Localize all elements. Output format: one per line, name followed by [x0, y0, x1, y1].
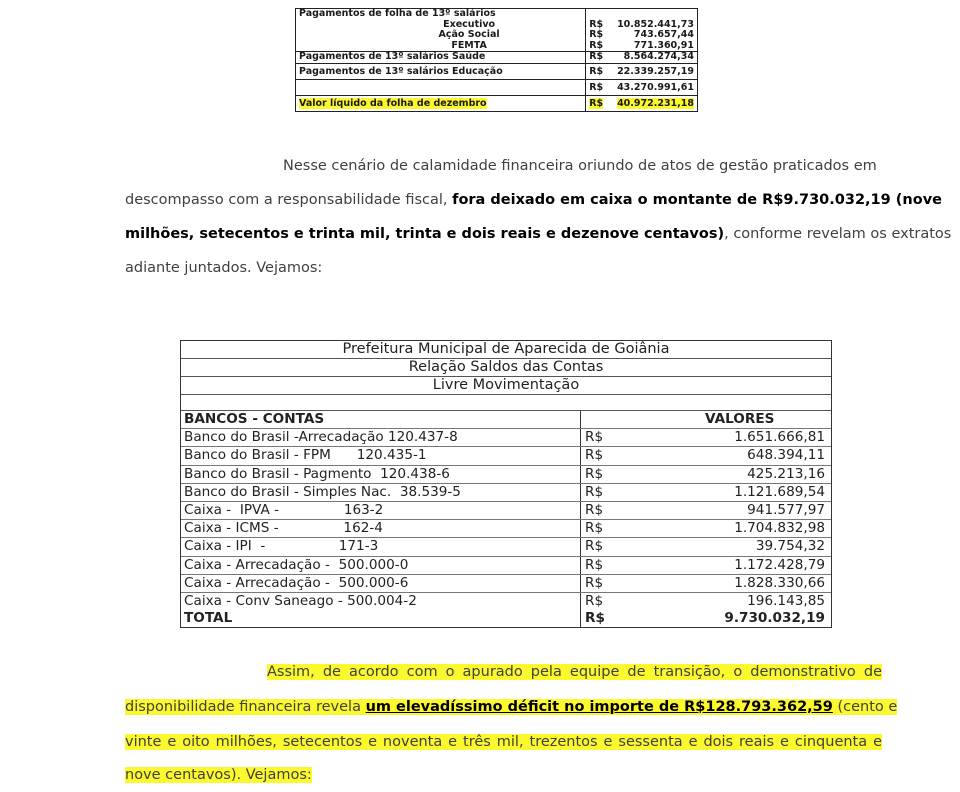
- payroll-summary-table: [295, 8, 698, 112]
- currency-symbol: R$: [585, 483, 604, 500]
- account-name: Caixa - IPVA - 163-2: [181, 502, 581, 519]
- row-amount: 743.657,44: [633, 29, 694, 40]
- table-subtitle: Livre Movimentação: [181, 377, 831, 395]
- table-row: [181, 520, 831, 538]
- currency-symbol: R$: [585, 447, 604, 464]
- text-line: Assim, de acordo com o apurado pela equipe de transição, o demonstrativo de: [267, 664, 882, 680]
- balance-value: 648.394,11: [747, 447, 825, 464]
- currency-symbol: R$: [585, 538, 604, 555]
- row-amount: 22.339.257,19: [614, 63, 697, 79]
- row-currency: R$: [589, 97, 604, 109]
- text-line: vinte e oito milhões, setecentos e noventa e três mil, trezentos e sessenta e dois reais e cinquenta e: [125, 734, 882, 750]
- text-line: milhões, setecentos e trinta mil, trinta e dois reais e dezenove centavos), conforme revelam os extratos: [125, 226, 952, 242]
- table-row: [181, 593, 831, 610]
- row-label: Valor líquido da folha de dezembro: [299, 97, 487, 109]
- table-row: [181, 447, 831, 465]
- text-line: Nesse cenário de calamidade financeira oriundo de atos de gestão praticados em: [283, 158, 877, 174]
- total-label: TOTAL: [181, 610, 581, 627]
- account-name: Caixa - Arrecadação - 500.000-6: [181, 575, 581, 592]
- currency-symbol: R$: [585, 429, 604, 446]
- row-currency: R$: [586, 63, 614, 79]
- row-currency: R$: [586, 79, 614, 95]
- currency-symbol: R$: [585, 592, 604, 609]
- account-name: Caixa - Arrecadação - 500.000-0: [181, 557, 581, 574]
- row-currency: R$: [589, 18, 604, 30]
- balance-value: 1.828.330,66: [734, 574, 825, 591]
- table-row: [296, 95, 698, 111]
- row-amount: 771.360,91: [633, 39, 694, 51]
- text-line: nove centavos). Vejamos:: [125, 767, 312, 783]
- row-currency: R$: [586, 52, 614, 64]
- account-name: Caixa - ICMS - 162-4: [181, 520, 581, 537]
- currency-symbol: R$: [585, 501, 604, 518]
- table-row: [296, 9, 698, 20]
- table-row: [296, 79, 698, 95]
- text-line: descompasso com a responsabilidade fiscal, fora deixado em caixa o montante de R$9.730.032,19 (nove: [125, 192, 942, 208]
- account-name: Caixa - IPI - 171-3: [181, 538, 581, 555]
- row-amount: 40.972.231,18: [617, 97, 694, 109]
- column-header-values: VALORES: [705, 411, 775, 427]
- table-row: [181, 484, 831, 502]
- column-header-accounts: BANCOS - CONTAS: [181, 411, 581, 428]
- account-name: Banco do Brasil - Simples Nac. 38.539-5: [181, 484, 581, 501]
- total-currency: R$: [585, 610, 605, 627]
- row-label: Pagamentos de folha de 13º salários: [296, 9, 586, 20]
- currency-symbol: R$: [585, 574, 604, 591]
- balance-value: 425.213,16: [747, 465, 825, 482]
- account-name: Banco do Brasil - Pagmento 120.438-6: [181, 466, 581, 483]
- row-label: Pagamentos de 13º salários Saúde: [296, 52, 586, 64]
- row-label: [296, 79, 586, 95]
- table-subtitle: Relação Saldos das Contas: [181, 359, 831, 377]
- balance-value: 941.577,97: [747, 501, 825, 518]
- table-header-row: [181, 411, 831, 429]
- balance-value: 1.651.666,81: [734, 429, 825, 446]
- table-row: [296, 63, 698, 79]
- currency-symbol: R$: [585, 465, 604, 482]
- balance-value: 196.143,85: [747, 592, 825, 609]
- bold-amount-text: fora deixado em caixa o montante de R$9.730.032,19 (nove: [452, 192, 942, 208]
- table-row: [296, 30, 698, 41]
- balance-value: 39.754,32: [755, 538, 825, 555]
- row-label: Ação Social: [296, 30, 586, 41]
- bold-amount-text: milhões, setecentos e trinta mil, trinta e dois reais e dezenove centavos): [125, 226, 725, 242]
- account-name: Banco do Brasil - FPM 120.435-1: [181, 447, 581, 464]
- balance-value: 1.121.689,54: [734, 483, 825, 500]
- balance-value: 1.172.428,79: [734, 556, 825, 573]
- account-balances-table: [180, 340, 832, 628]
- text-line: disponibilidade financeira revela um elevadíssimo déficit no importe de R$128.793.362,59 (cento e: [125, 699, 898, 715]
- row-currency: R$: [589, 29, 604, 40]
- table-row: [181, 466, 831, 484]
- table-row: [181, 502, 831, 520]
- row-amount: 8.564.274,34: [614, 52, 697, 64]
- bold-deficit-text: um elevadíssimo déficit no importe de R$128.793.362,59: [365, 699, 833, 715]
- table-row: [181, 575, 831, 593]
- table-row: [296, 41, 698, 52]
- table-row: [181, 429, 831, 447]
- total-value: 9.730.032,19: [724, 610, 825, 627]
- row-label: Pagamentos de 13º salários Educação: [296, 63, 586, 79]
- table-row: [181, 538, 831, 556]
- balance-value: 1.704.832,98: [734, 520, 825, 537]
- account-name: Caixa - Conv Saneago - 500.004-2: [181, 593, 581, 610]
- table-title: Prefeitura Municipal de Aparecida de Goiânia: [181, 341, 831, 359]
- row-label: FEMTA: [296, 41, 586, 52]
- table-row: [296, 52, 698, 64]
- row-label: Executivo: [296, 20, 586, 31]
- row-amount: 43.270.991,61: [614, 79, 697, 95]
- row-amount: 10.852.441,73: [617, 18, 694, 30]
- currency-symbol: R$: [585, 520, 604, 537]
- text-line: adiante juntados. Vejamos:: [125, 260, 323, 276]
- currency-symbol: R$: [585, 556, 604, 573]
- total-row: [181, 610, 831, 627]
- row-currency: R$: [589, 39, 604, 51]
- account-name: Banco do Brasil -Arrecadação 120.437-8: [181, 429, 581, 446]
- table-row: [181, 557, 831, 575]
